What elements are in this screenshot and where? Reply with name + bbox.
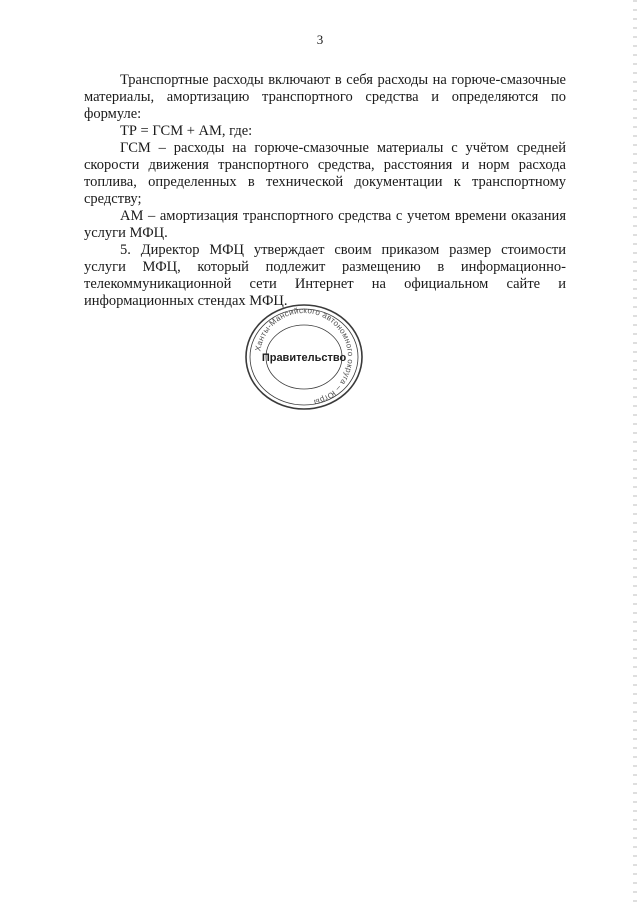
government-seal-stamp <box>242 301 366 413</box>
scan-edge-marks <box>633 0 637 905</box>
paragraph-director-order: 5. Директор МФЦ утверждает своим приказом размер стоимости услуги МФЦ, который подлежит размещению в информационно-телекоммуникационной сети Интернет на официальном сайте и информационных стендах МФЦ. <box>84 242 566 309</box>
paragraph-formula: ТР = ГСМ + АМ, где: <box>120 123 253 139</box>
paragraph-am-definition: АМ – амортизация транспортного средства с учетом времени оказания услуги МФЦ. <box>84 208 566 241</box>
seal-center-text: Правительство <box>261 352 347 364</box>
paragraph-transport-costs: Транспортные расходы включают в себя расходы на горюче-смазочные материалы, амортизацию транспортного средства и определяются по формуле: <box>84 72 566 122</box>
page-number: 3 <box>316 32 324 47</box>
paragraph-gsm-definition: ГСМ – расходы на горюче-смазочные материалы с учётом средней скорости движения транспортного средства, расстояния и норм расхода топлива, определенных в технической документации к транспортному средству; <box>84 140 566 207</box>
document-body <box>84 72 566 310</box>
seal-ring-text: Ханты-Мансийского автономного округа – Югры <box>253 305 356 407</box>
